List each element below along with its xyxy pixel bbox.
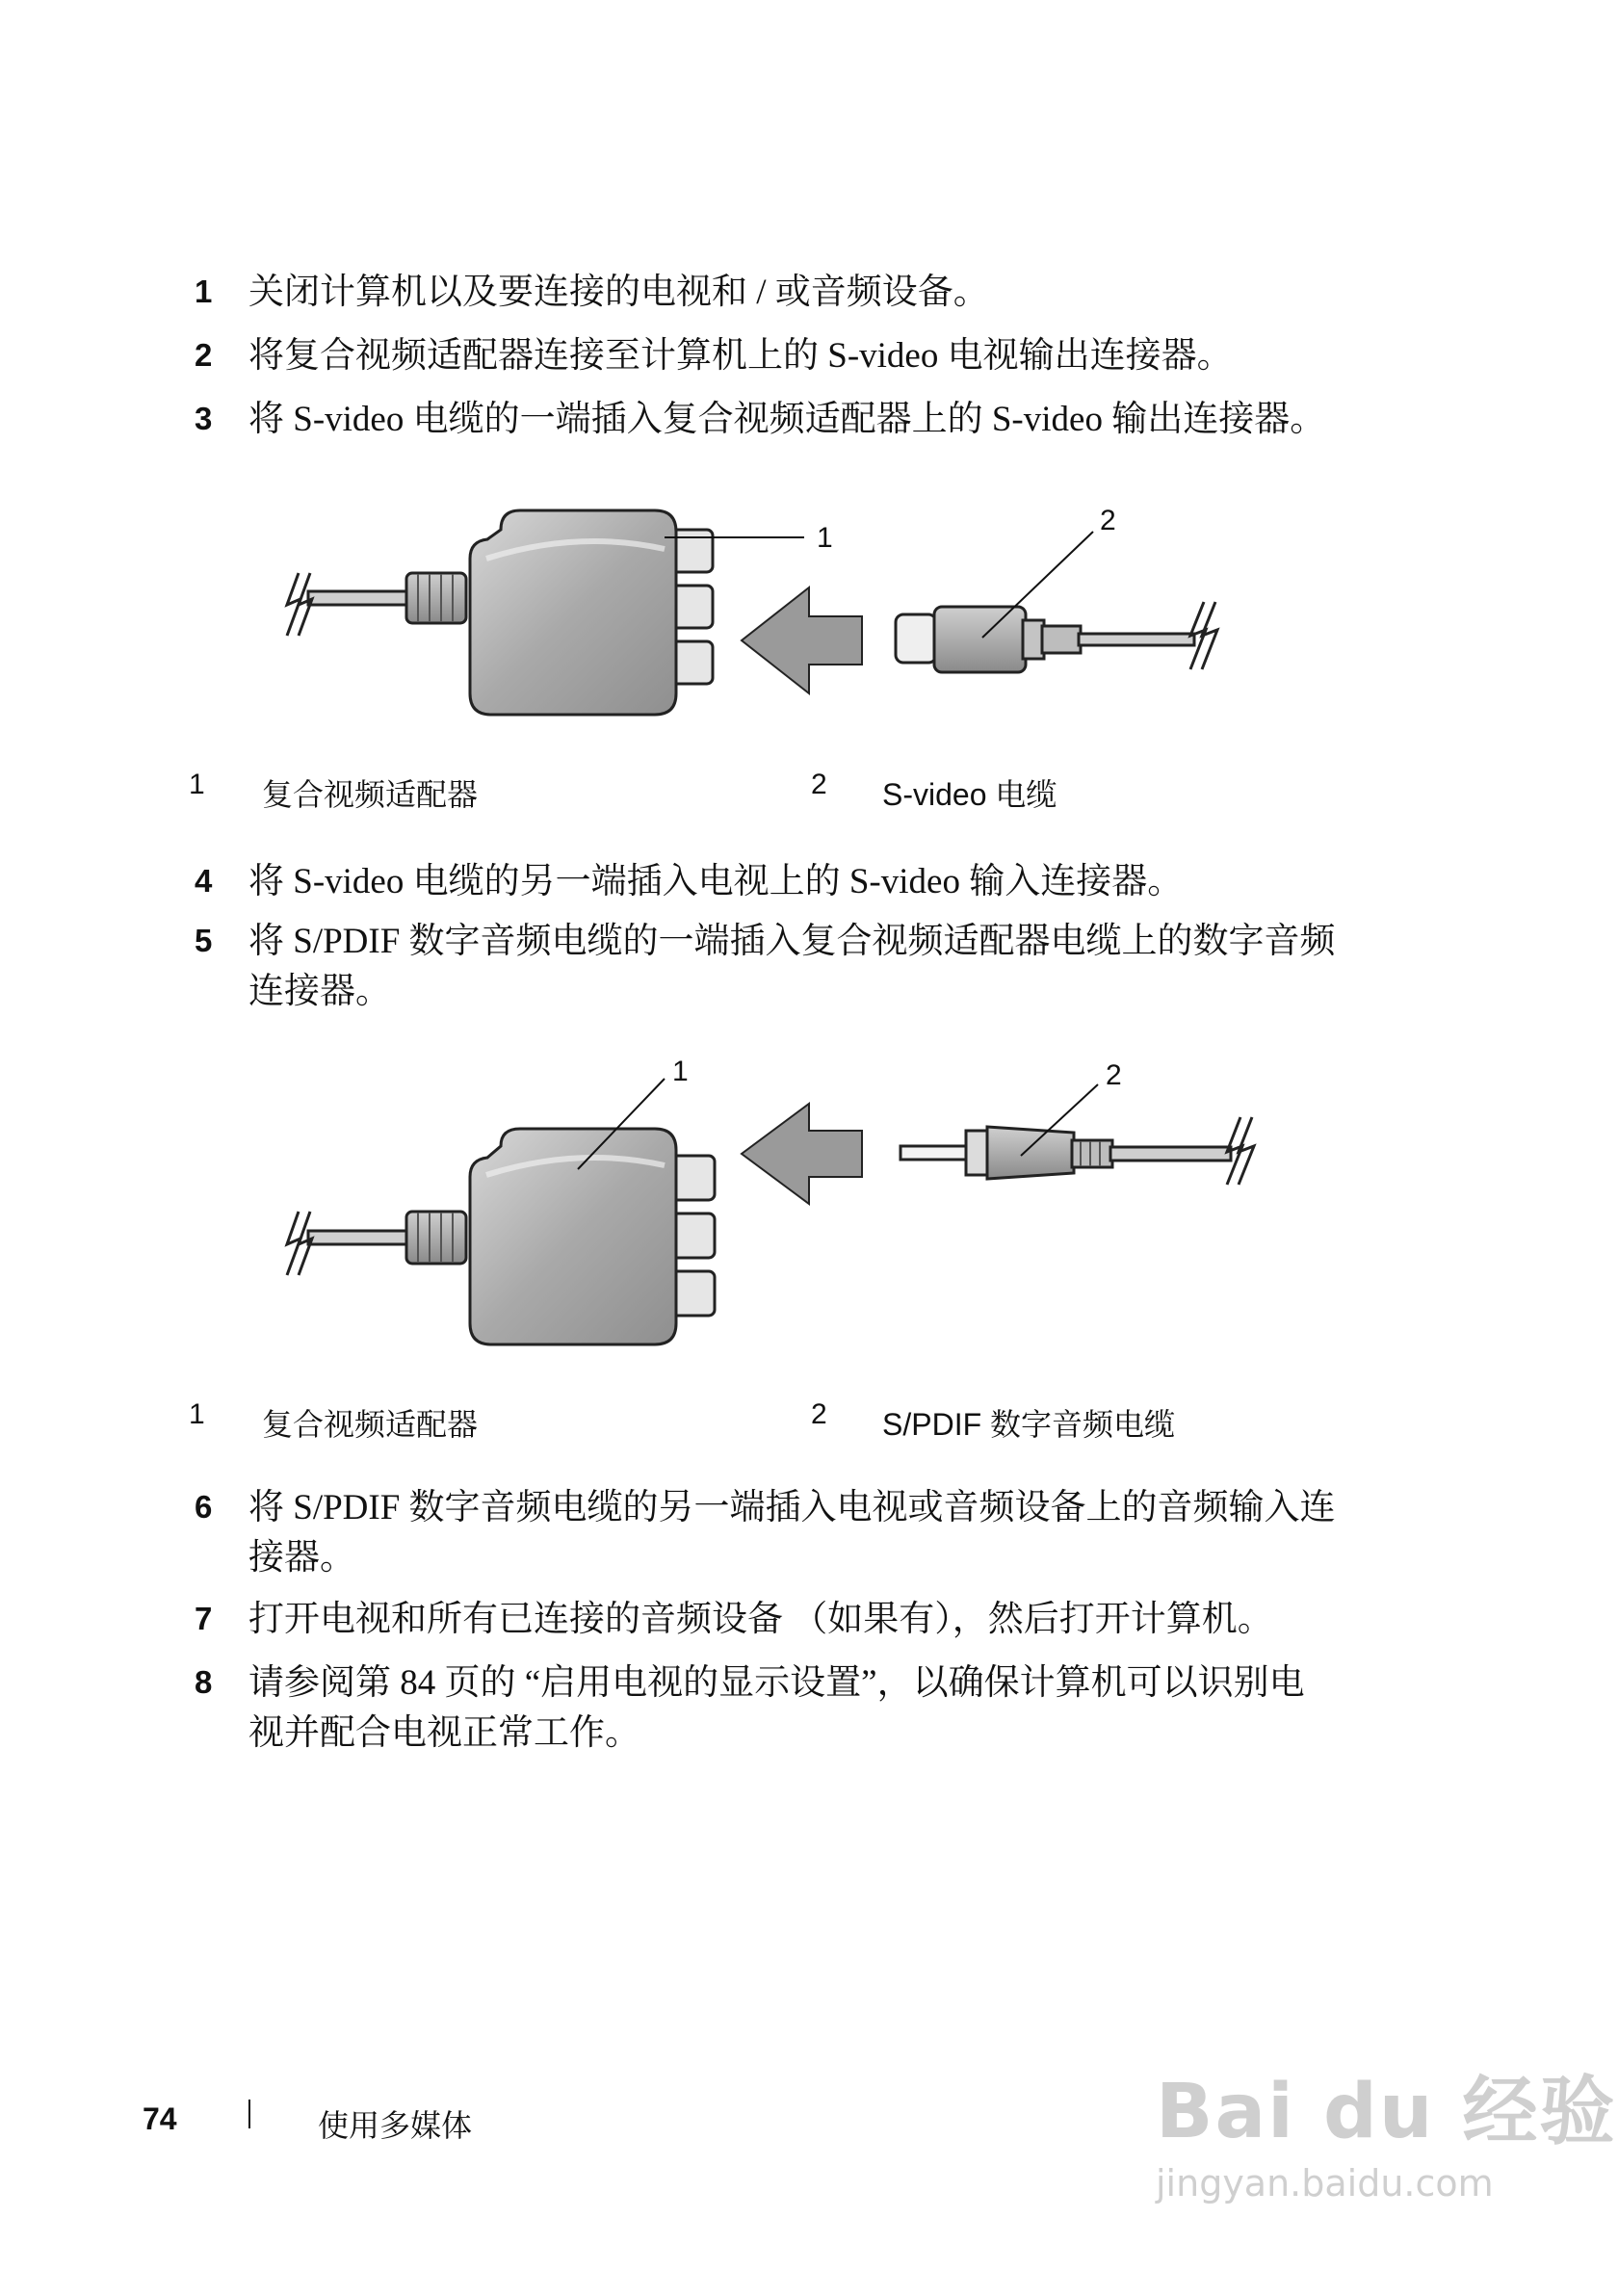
composite-adapter (470, 510, 713, 715)
adapter-cable (287, 573, 466, 636)
step-number: 8 (195, 1664, 213, 1700)
step-number: 5 (195, 923, 213, 958)
page-number: 74 (143, 2101, 177, 2136)
baidu-watermark-logo: Bai du 经验 (1156, 2069, 1617, 2155)
step-text: 将 S-video 电缆的一端插入复合视频适配器上的 S-video 输出连接器。 (248, 400, 1326, 439)
svideo-diagram (0, 491, 1618, 819)
caption-number: 2 (811, 1398, 827, 1430)
caption-number: 1 (189, 769, 205, 800)
callout-number-1: 1 (672, 1056, 689, 1087)
svideo-plug (896, 602, 1217, 672)
section-title: 使用多媒体 (318, 2108, 473, 2143)
spdif-diagram (0, 1050, 1618, 1377)
step-text: 打开电视和所有已连接的音频设备 （如果有），然后打开计算机。 (248, 1600, 1273, 1639)
step-number: 7 (195, 1601, 213, 1636)
callout-number-2: 2 (1106, 1059, 1122, 1091)
insert-arrow-icon (742, 1104, 862, 1204)
step-text: 将 S/PDIF 数字音频电缆的一端插入复合视频适配器电缆上的数字音频 连接器。 (248, 922, 1336, 1011)
figure-spdif-connection (0, 1050, 1618, 1377)
baidu-watermark-url: jingyan.baidu.com (1156, 2162, 1494, 2205)
step-text: 请参阅第 84 页的 “启用电视的显示设置”，以确保计算机可以识别电 视并配合电视正常工作。 (248, 1663, 1305, 1753)
footer-divider (248, 2100, 250, 2128)
step-number: 6 (195, 1489, 213, 1525)
figure-svideo-connection (0, 491, 1618, 819)
adapter-cable (287, 1212, 466, 1275)
composite-adapter (470, 1129, 715, 1344)
caption-spdif-cable: S/PDIF 数字音频电缆 (882, 1407, 1176, 1442)
spdif-plug (900, 1117, 1254, 1185)
step-text: 将 S/PDIF 数字音频电缆的另一端插入电视或音频设备上的音频输入连 接器。 (248, 1488, 1336, 1578)
callout-number-1: 1 (817, 522, 833, 554)
caption-number: 1 (189, 1398, 205, 1430)
step-number: 1 (195, 274, 213, 309)
caption-adapter: 复合视频适配器 (262, 1407, 479, 1442)
step-text: 将复合视频适配器连接至计算机上的 S-video 电视输出连接器。 (248, 336, 1233, 376)
caption-adapter: 复合视频适配器 (262, 777, 479, 812)
step-number: 2 (195, 337, 213, 373)
caption-number: 2 (811, 769, 827, 800)
step-number: 3 (195, 401, 213, 436)
step-number: 4 (195, 863, 213, 899)
caption-svideo-cable: S-video 电缆 (882, 777, 1057, 812)
insert-arrow-icon (742, 587, 862, 693)
step-text: 将 S-video 电缆的另一端插入电视上的 S-video 输入连接器。 (248, 862, 1184, 901)
callout-number-2: 2 (1100, 505, 1116, 536)
step-text: 关闭计算机以及要连接的电视和 / 或音频设备。 (248, 273, 989, 312)
